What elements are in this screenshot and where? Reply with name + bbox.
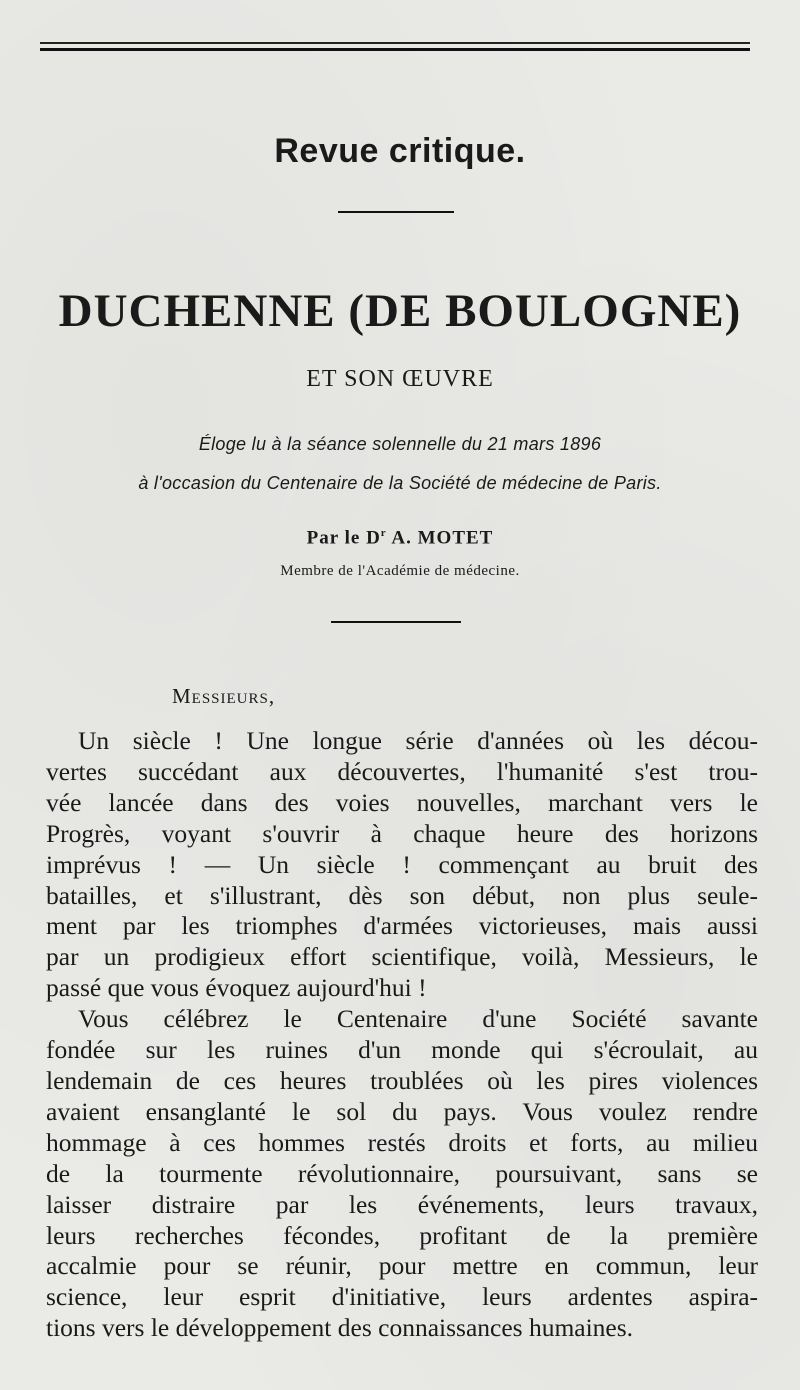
body-line: tions vers le développement des connaissances humaines. [46, 1313, 634, 1343]
body-line: vée lancée dans des voies nouvelles, marchant vers le [46, 787, 758, 817]
body-line: batailles, et s'illustrant, dès son début, non plus seule- [46, 880, 758, 910]
section-divider [338, 211, 454, 213]
body-line: accalmie pour se réunir, pour mettre en commun, leur [46, 1251, 758, 1281]
body-line: par un prodigieux effort scientifique, voilà, Messieurs, le [46, 942, 758, 972]
body-line: hommage à ces hommes restés droits et forts, au milieu [46, 1127, 758, 1157]
author-affiliation: Membre de l'Académie de médecine. [280, 563, 520, 579]
author-name: A. MOTET [391, 527, 494, 549]
top-double-rule-lower [40, 48, 750, 51]
eloge-line-1: Éloge lu à la séance solennelle du 21 mars 1896 [198, 434, 602, 454]
body-line: passé que vous évoquez aujourd'hui ! [46, 973, 427, 1003]
body-paragraphs [46, 726, 758, 1344]
byline-divider [331, 621, 461, 623]
body-line: fondée sur les ruines d'un monde qui s'écroulait, au [46, 1035, 758, 1065]
body-line: science, leur esprit d'initiative, leurs ardentes aspira- [46, 1282, 758, 1312]
body-line: vertes succédant aux découvertes, l'humanité s'est trou- [46, 756, 758, 786]
body-line: Progrès, voyant s'ouvrir à chaque heure des horizons [46, 818, 758, 848]
body-line: avaient ensanglanté le sol du pays. Vous voulez rendre [46, 1096, 758, 1126]
salutation: Messieurs, [172, 684, 276, 708]
article-title: DUCHENNE (DE BOULOGNE) [58, 285, 742, 337]
author-prefix: Par le D [306, 527, 381, 549]
body-line: lendemain de ces heures troublées où les pires violences [46, 1065, 758, 1095]
body-line: Un siècle ! Une longue série d'années où les décou- [78, 726, 758, 755]
body-line: Vous célébrez le Centenaire d'une Société savante [78, 1004, 758, 1034]
body-line: laisser distraire par les événements, leurs travaux, [46, 1189, 758, 1219]
body-line: ment par les triomphes d'armées victorieuses, mais aussi [46, 911, 758, 941]
top-double-rule-upper [40, 42, 750, 44]
author-prefix-sup: r [380, 527, 387, 539]
author-byline [0, 527, 800, 549]
body-line: leurs recherches fécondes, profitant de la première [46, 1220, 758, 1250]
body-line: de la tourmente révolutionnaire, poursuivant, sans se [46, 1158, 758, 1188]
article-subtitle: ET SON ŒUVRE [306, 366, 494, 392]
eloge-line-2: à l'occasion du Centenaire de la Société de médecine de Paris. [138, 473, 662, 493]
body-line: imprévus ! — Un siècle ! commençant au bruit des [46, 849, 758, 879]
journal-section-title: Revue critique. [274, 132, 526, 170]
